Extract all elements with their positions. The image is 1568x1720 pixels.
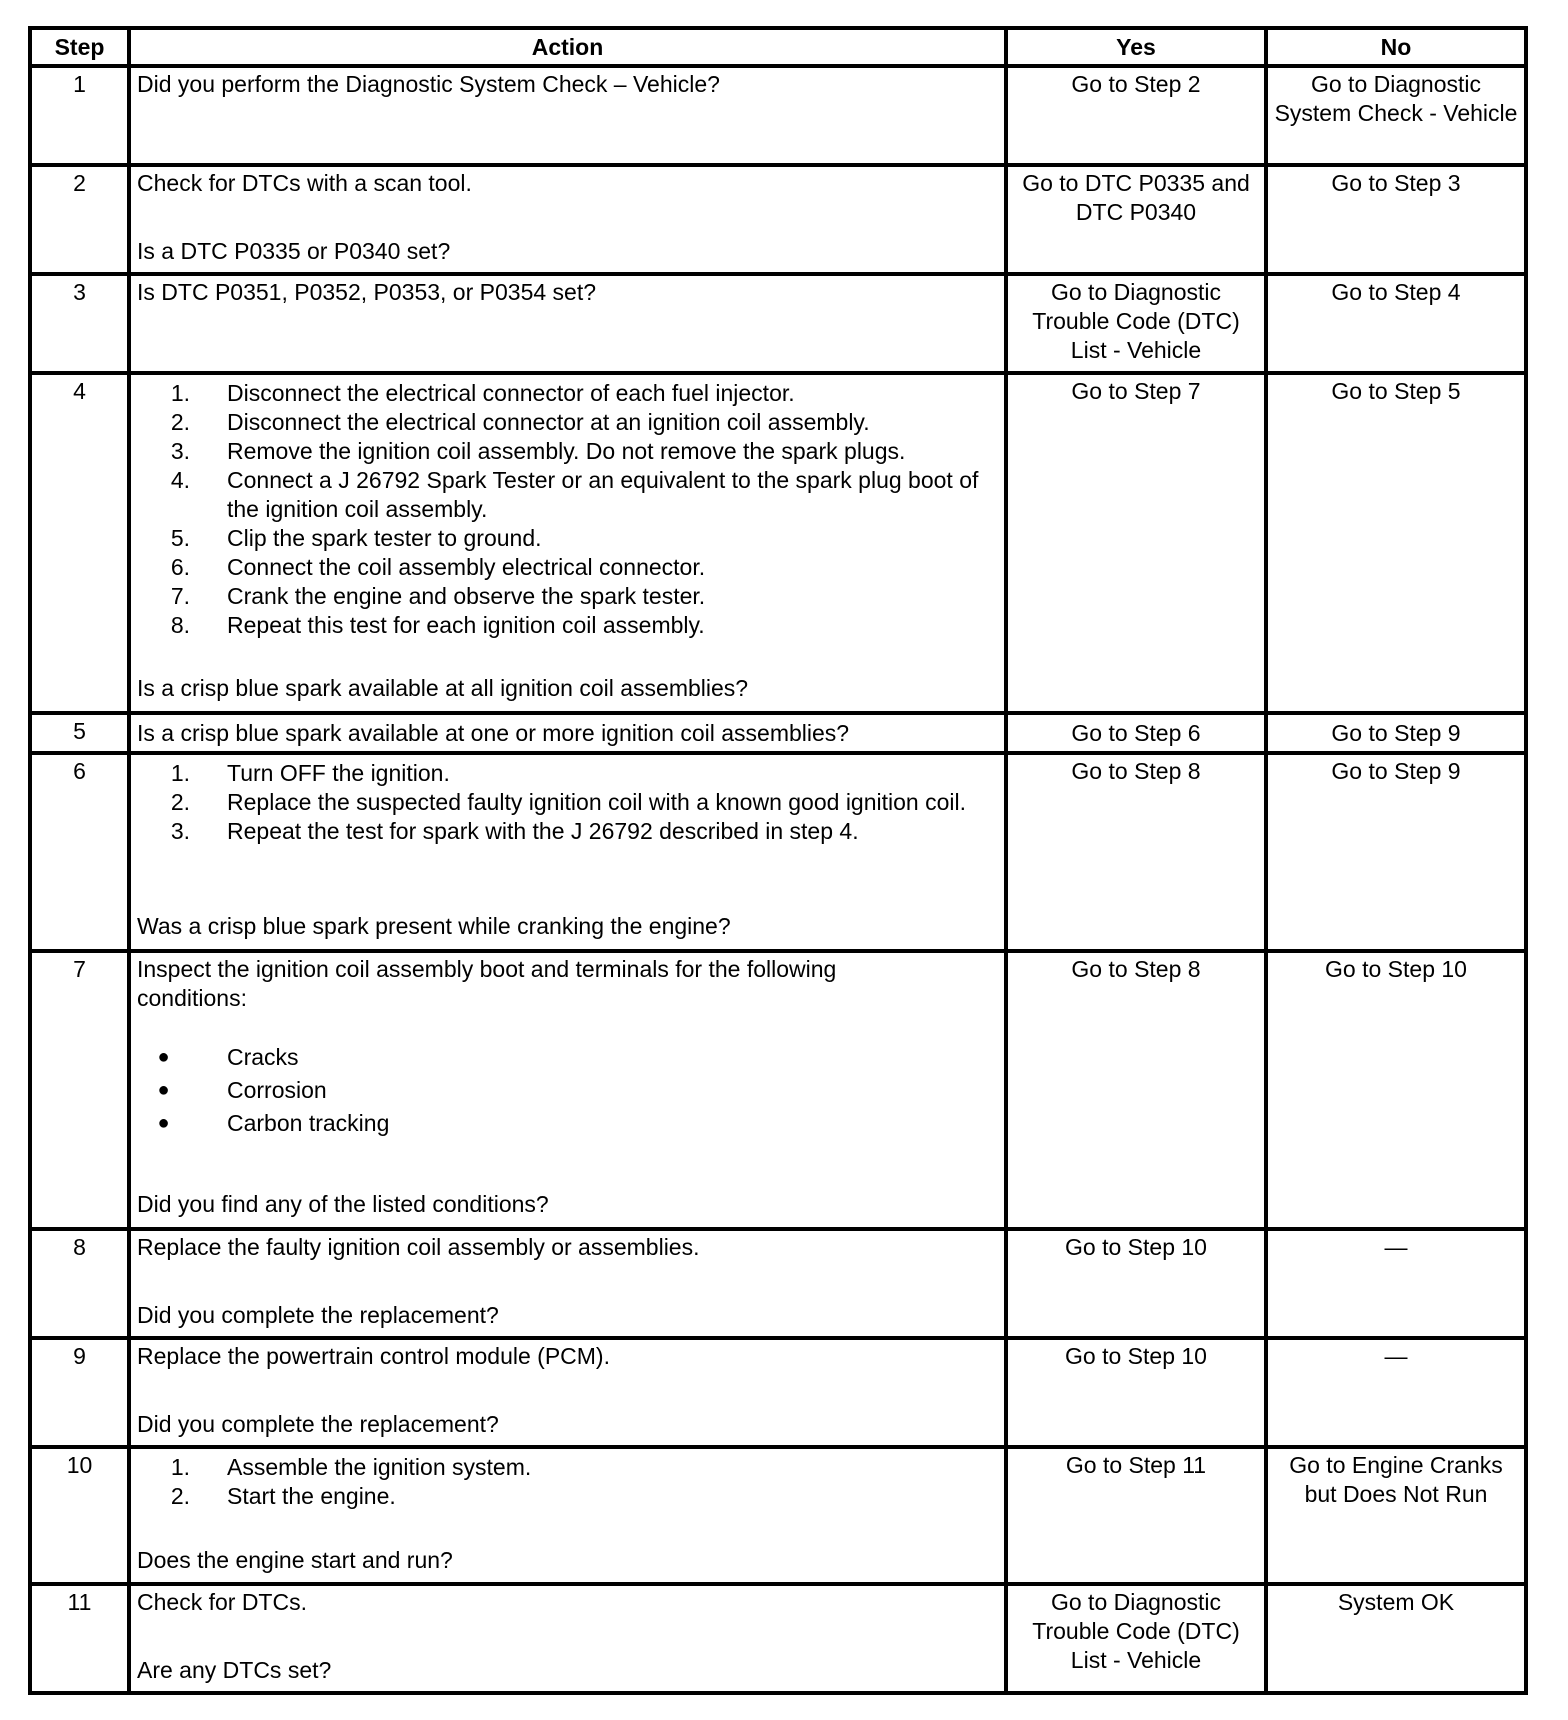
bullet-icon: ● bbox=[157, 1112, 170, 1134]
procedure-list bbox=[137, 379, 998, 640]
yes-cell: Go to Step 8 bbox=[1006, 753, 1266, 951]
header-no: No bbox=[1266, 28, 1526, 66]
table-row bbox=[30, 1584, 1526, 1693]
header-row bbox=[30, 28, 1526, 66]
action-cell bbox=[129, 274, 1006, 373]
list-item: 3. Remove the ignition coil assembly. Do not remove the spark plugs. bbox=[170, 438, 906, 464]
action-cell bbox=[129, 1229, 1006, 1338]
procedure-list bbox=[137, 1453, 998, 1511]
action-cell bbox=[129, 1447, 1006, 1584]
no-cell: Go to Step 3 bbox=[1266, 165, 1526, 274]
action-cell bbox=[129, 66, 1006, 165]
action-cell bbox=[129, 1338, 1006, 1447]
table-row bbox=[30, 373, 1526, 713]
step-number: 5 bbox=[30, 713, 129, 753]
list-item: 1. Turn OFF the ignition. bbox=[170, 760, 450, 786]
table-row bbox=[30, 274, 1526, 373]
list-item: 2. Start the engine. bbox=[170, 1483, 396, 1509]
step-number: 10 bbox=[30, 1447, 129, 1584]
table-row bbox=[30, 753, 1526, 951]
header-step: Step bbox=[30, 28, 129, 66]
action-text: Replace the powertrain control module (PCM). bbox=[137, 1343, 610, 1369]
action-cell bbox=[129, 165, 1006, 274]
action-text: Inspect the ignition coil assembly boot and terminals for the following conditions: bbox=[137, 956, 837, 1011]
step-number: 8 bbox=[30, 1229, 129, 1338]
action-cell bbox=[129, 1584, 1006, 1693]
step-number: 11 bbox=[30, 1584, 129, 1693]
step-number: 2 bbox=[30, 165, 129, 274]
no-cell: Go to Step 10 bbox=[1266, 951, 1526, 1229]
action-cell bbox=[129, 373, 1006, 713]
list-item: ● Cracks bbox=[137, 1041, 998, 1074]
yes-cell: Go to Step 7 bbox=[1006, 373, 1266, 713]
no-cell: Go to Step 4 bbox=[1266, 274, 1526, 373]
table-row bbox=[30, 951, 1526, 1229]
yes-cell: Go to Step 6 bbox=[1006, 713, 1266, 753]
step-number: 9 bbox=[30, 1338, 129, 1447]
action-cell bbox=[129, 753, 1006, 951]
yes-cell: Go to Diagnostic Trouble Code (DTC) List - Vehicle bbox=[1006, 1584, 1266, 1693]
table-row bbox=[30, 66, 1526, 165]
yes-cell: Go to Diagnostic Trouble Code (DTC) List - Vehicle bbox=[1006, 274, 1266, 373]
action-cell bbox=[129, 951, 1006, 1229]
step-number: 6 bbox=[30, 753, 129, 951]
action-question: Did you complete the replacement? bbox=[137, 1411, 499, 1437]
condition-list bbox=[137, 1041, 998, 1140]
list-item: 3. Repeat the test for spark with the J 26792 described in step 4. bbox=[170, 818, 859, 844]
action-text: Is DTC P0351, P0352, P0353, or P0354 set? bbox=[137, 279, 597, 305]
list-item: 6. Connect the coil assembly electrical connector. bbox=[170, 554, 706, 580]
action-text: Check for DTCs. bbox=[137, 1589, 307, 1615]
table-row bbox=[30, 1447, 1526, 1584]
procedure-list bbox=[137, 759, 998, 846]
list-item: 7. Crank the engine and observe the spark tester. bbox=[170, 583, 706, 609]
yes-cell: Go to Step 2 bbox=[1006, 66, 1266, 165]
action-question: Did you complete the replacement? bbox=[137, 1302, 499, 1328]
action-cell bbox=[129, 713, 1006, 753]
bullet-icon: ● bbox=[157, 1046, 170, 1068]
yes-cell: Go to Step 8 bbox=[1006, 951, 1266, 1229]
action-text: Is a crisp blue spark available at one or more ignition coil assemblies? bbox=[137, 719, 850, 746]
action-text: Replace the faulty ignition coil assembly or assemblies. bbox=[137, 1234, 700, 1260]
no-cell: Go to Diagnostic System Check - Vehicle bbox=[1266, 66, 1526, 165]
step-number: 1 bbox=[30, 66, 129, 165]
table-row bbox=[30, 1338, 1526, 1447]
list-item: 2. Replace the suspected faulty ignition coil with a known good ignition coil. bbox=[170, 789, 966, 815]
no-cell: — bbox=[1266, 1338, 1526, 1447]
action-question: Is a DTC P0335 or P0340 set? bbox=[137, 238, 451, 264]
table-row bbox=[30, 165, 1526, 274]
action-text: Did you perform the Diagnostic System Check – Vehicle? bbox=[137, 71, 720, 97]
list-item: 2. Disconnect the electrical connector at an ignition coil assembly. bbox=[170, 409, 870, 435]
list-item: ● Corrosion bbox=[137, 1074, 998, 1107]
no-cell: Go to Engine Cranks but Does Not Run bbox=[1266, 1447, 1526, 1584]
table-row bbox=[30, 1229, 1526, 1338]
step-number: 4 bbox=[30, 373, 129, 713]
yes-cell: Go to DTC P0335 and DTC P0340 bbox=[1006, 165, 1266, 274]
diagnostic-table bbox=[28, 26, 1528, 1695]
table-row bbox=[30, 713, 1526, 753]
list-item: ● Carbon tracking bbox=[137, 1107, 998, 1140]
list-item: 1. Assemble the ignition system. bbox=[170, 1454, 532, 1480]
header-action: Action bbox=[129, 28, 1006, 66]
no-cell: Go to Step 9 bbox=[1266, 713, 1526, 753]
no-cell: Go to Step 5 bbox=[1266, 373, 1526, 713]
yes-cell: Go to Step 11 bbox=[1006, 1447, 1266, 1584]
yes-cell: Go to Step 10 bbox=[1006, 1229, 1266, 1338]
yes-cell: Go to Step 10 bbox=[1006, 1338, 1266, 1447]
action-question: Does the engine start and run? bbox=[137, 1547, 453, 1573]
action-question: Are any DTCs set? bbox=[137, 1657, 332, 1683]
action-text: Check for DTCs with a scan tool. bbox=[137, 170, 472, 196]
no-cell: Go to Step 9 bbox=[1266, 753, 1526, 951]
list-item: 1. Disconnect the electrical connector of each fuel injector. bbox=[170, 380, 795, 406]
step-number: 7 bbox=[30, 951, 129, 1229]
step-number: 3 bbox=[30, 274, 129, 373]
bullet-icon: ● bbox=[157, 1079, 170, 1101]
action-question: Is a crisp blue spark available at all ignition coil assemblies? bbox=[137, 675, 749, 701]
list-item: 8. Repeat this test for each ignition coil assembly. bbox=[170, 612, 705, 638]
action-question: Was a crisp blue spark present while cranking the engine? bbox=[137, 913, 731, 939]
no-cell: System OK bbox=[1266, 1584, 1526, 1693]
list-item: 5. Clip the spark tester to ground. bbox=[170, 525, 542, 551]
action-question: Did you find any of the listed conditions? bbox=[137, 1191, 549, 1217]
list-item: 4. Connect a J 26792 Spark Tester or an equivalent to the spark plug boot of the ignition coil assembly. bbox=[170, 467, 979, 522]
header-yes: Yes bbox=[1006, 28, 1266, 66]
no-cell: — bbox=[1266, 1229, 1526, 1338]
